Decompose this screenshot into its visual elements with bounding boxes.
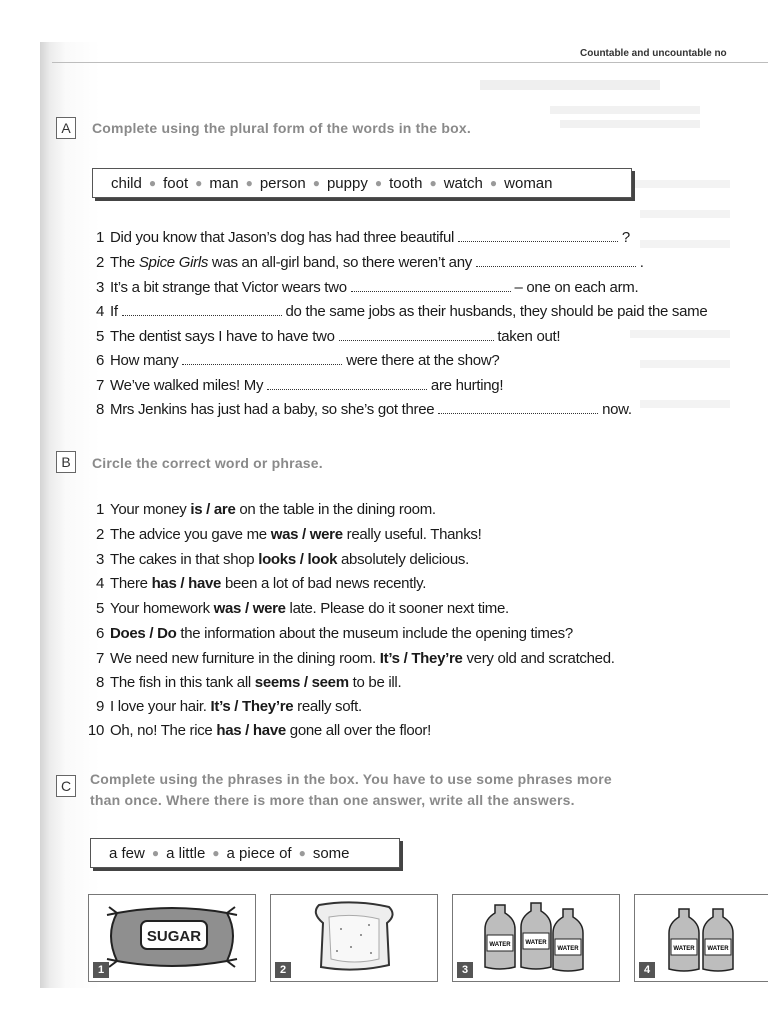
word-box-item: person: [259, 174, 306, 192]
choice-pair[interactable]: has / have: [216, 722, 286, 739]
phrase-box-item: some: [312, 844, 350, 862]
word-box-item: watch: [443, 174, 483, 192]
picture-2-bread: [270, 894, 438, 982]
choice-pair[interactable]: has / have: [151, 575, 222, 592]
answer-blank[interactable]: [458, 230, 618, 242]
section-b-item-6: 6 Does / Do the information about the museum include the opening times?: [95, 625, 573, 642]
section-b-item-2: 2 The advice you gave me was / were really useful. Thanks!: [95, 526, 482, 543]
section-a-label: A: [56, 117, 76, 139]
picture-4-water: [634, 894, 768, 982]
bottle-label: WATER: [707, 946, 729, 952]
section-c-phrase-box: [90, 838, 400, 868]
section-b-item-3: 3 The cakes in that shop looks / look absolutely delicious.: [95, 551, 469, 568]
bullet-icon: ●: [374, 176, 383, 190]
section-a-item-8: 8 Mrs Jenkins has just had a baby, so she’s got three now.: [95, 401, 632, 418]
picture-1-sugar: [88, 894, 256, 982]
section-b-item-8: 8 The fish in this tank all seems / seem to be ill.: [95, 674, 402, 691]
bullet-icon: ●: [195, 176, 203, 190]
section-a-instruction: Complete using the plural form of the words in the box.: [92, 120, 471, 136]
section-a-item-7: 7 We’ve walked miles! My are hurting!: [95, 377, 504, 394]
bottle-label: WATER: [489, 942, 511, 948]
choice-pair[interactable]: Does / Do: [110, 625, 177, 642]
picture-number: 3: [457, 962, 473, 978]
word-box-item: man: [209, 174, 239, 192]
answer-blank[interactable]: [122, 304, 282, 316]
word-box-item: child: [111, 174, 142, 192]
bullet-icon: ●: [245, 176, 253, 190]
bullet-icon: ●: [489, 176, 498, 190]
bullet-icon: ●: [312, 176, 320, 190]
choice-pair[interactable]: was / were: [270, 526, 343, 543]
section-a-item-3: 3 It’s a bit strange that Victor wears two – one on each arm.: [95, 279, 639, 296]
answer-blank[interactable]: [339, 329, 494, 341]
section-b-item-7: 7 We need new furniture in the dining room. It’s / They’re very old and scratched.: [95, 650, 615, 667]
bottle-label: WATER: [525, 940, 547, 946]
answer-blank[interactable]: [182, 353, 342, 365]
word-box-item: puppy: [326, 174, 368, 192]
phrase-box-item: a few: [109, 844, 145, 862]
sugar-bag-icon: [89, 895, 255, 981]
section-b-item-4: 4 There has / have been a lot of bad news recently.: [95, 575, 427, 592]
section-a-item-6: 6 How many were there at the show?: [95, 352, 500, 369]
section-b-label: B: [56, 451, 76, 473]
bullet-icon: ●: [298, 846, 306, 860]
phrase-box-item: a little: [166, 844, 206, 862]
choice-pair[interactable]: seems / seem: [254, 674, 349, 691]
phrase-box-item: a piece of: [226, 844, 292, 862]
water-bottle-icon: [453, 895, 619, 981]
section-b-item-10: 10 Oh, no! The rice has / have gone all over the floor!: [87, 722, 431, 739]
section-c-instruction-line-1: Complete using the phrases in the box. You have to use some phrases more: [90, 771, 612, 787]
word-box-item: foot: [163, 174, 189, 192]
choice-pair[interactable]: It’s / They’re: [210, 698, 294, 715]
bottle-label: WATER: [673, 946, 695, 952]
word-box-item: tooth: [389, 174, 423, 192]
picture-number: 1: [93, 962, 109, 978]
page-header: Countable and uncountable no: [580, 48, 727, 59]
choice-pair[interactable]: It’s / They’re: [379, 650, 463, 667]
picture-number: 4: [639, 962, 655, 978]
section-c-label: C: [56, 775, 76, 797]
bullet-icon: ●: [212, 846, 220, 860]
choice-pair[interactable]: looks / look: [258, 551, 338, 568]
bread-slice-icon: [271, 895, 437, 981]
picture-number: 2: [275, 962, 291, 978]
section-b-item-5: 5 Your homework was / were late. Please do it sooner next time.: [95, 600, 509, 617]
header-rule: [52, 62, 768, 63]
choice-pair[interactable]: was / were: [213, 600, 286, 617]
section-c-instruction-line-2: than once. Where there is more than one answer, write all the answers.: [90, 792, 575, 808]
section-a-word-box: [92, 168, 632, 198]
bullet-icon: ●: [151, 846, 160, 860]
answer-blank[interactable]: [351, 280, 511, 292]
bullet-icon: ●: [429, 176, 437, 190]
section-a-item-5: 5 The dentist says I have to have two taken out!: [95, 328, 561, 345]
bullet-icon: ●: [148, 176, 157, 190]
sugar-label: SUGAR: [146, 928, 202, 945]
section-a-item-1: 1 Did you know that Jason’s dog has had three beautiful ?: [95, 229, 630, 246]
bottle-label: WATER: [557, 946, 579, 952]
choice-pair[interactable]: is / are: [190, 501, 236, 518]
section-b-instruction: Circle the correct word or phrase.: [92, 455, 323, 471]
answer-blank[interactable]: [438, 402, 598, 414]
section-a-item-2: 2 The Spice Girls was an all-girl band, so there weren’t any .: [95, 254, 644, 271]
section-b-item-1: 1 Your money is / are on the table in the dining room.: [95, 501, 436, 518]
answer-blank[interactable]: [267, 378, 427, 390]
word-box-item: woman: [504, 174, 553, 192]
answer-blank[interactable]: [476, 255, 636, 267]
section-b-item-9: 9 I love your hair. It’s / They’re really soft.: [95, 698, 362, 715]
section-a-item-4: 4 If do the same jobs as their husbands, they should be paid the same: [95, 303, 708, 320]
picture-3-water: [452, 894, 620, 982]
